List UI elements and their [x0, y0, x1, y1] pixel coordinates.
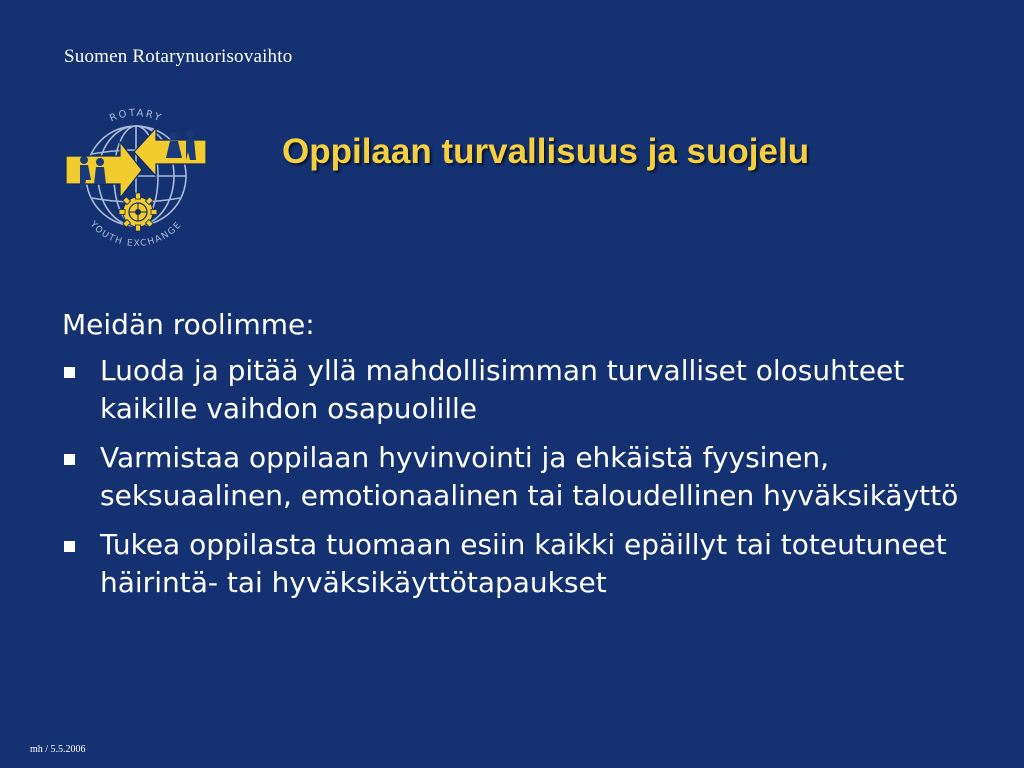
organization-name: Suomen Rotarynuorisovaihto	[64, 46, 293, 67]
rotary-youth-exchange-logo	[58, 94, 214, 254]
square-bullet-icon	[64, 541, 75, 552]
list-item-text: Luoda ja pitää yllä mahdollisimman turvalliset olosuhteet kaikille vaihdon osapuolille	[100, 354, 905, 425]
list-item	[62, 439, 982, 515]
logo-ring-top-text: ROTARY	[108, 107, 164, 125]
bullet-list	[62, 352, 982, 602]
slide-body	[62, 306, 982, 613]
footer-text: mh / 5.5.2006	[30, 744, 86, 755]
intro-text: Meidän roolimme:	[62, 308, 315, 341]
square-bullet-icon	[64, 454, 75, 465]
logo-ring-bottom-text: YOUTH EXCHANGE	[87, 219, 185, 250]
rotary-wheel-icon	[119, 193, 157, 231]
list-item	[62, 352, 982, 428]
square-bullet-icon	[64, 367, 75, 378]
list-item	[62, 526, 982, 602]
list-item-text: Tukea oppilasta tuomaan esiin kaikki epäillyt tai toteutuneet häirintä- tai hyväksikäyttötapaukset	[100, 528, 947, 599]
slide-title: Oppilaan turvallisuus ja suojelu	[282, 132, 810, 171]
list-item-text: Varmistaa oppilaan hyvinvointi ja ehkäistä fyysinen, seksuaalinen, emotionaalinen tai taloudellinen hyväksikäyttö	[100, 441, 959, 512]
svg-text:ROTARY	[108, 108, 164, 125]
